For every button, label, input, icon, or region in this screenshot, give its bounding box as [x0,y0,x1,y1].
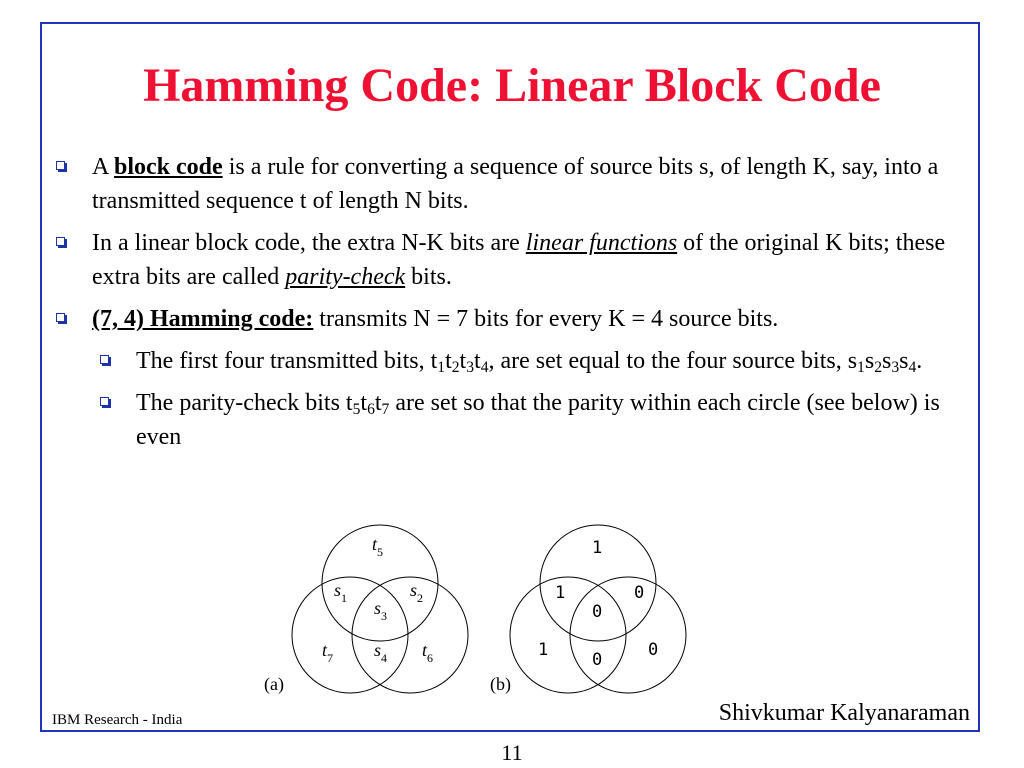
bullet-hamming-74: (7, 4) Hamming code: transmits N = 7 bits for every K = 4 source bits. [50,302,970,336]
square-bullet-icon [100,397,109,406]
bit-bottom-center: 0 [592,650,603,670]
label-s2: $s_2$ [410,580,424,605]
subbullet-parity-check-bits: The parity-check bits $t_5t_6t_7$ are set so that the parity within each circle (see below) is even [50,386,970,454]
bullet-block-code: A block code is a rule for converting a sequence of source bits s, of length K, say, into a transmitted sequence t of length N bits. [50,150,970,218]
label-s1: $s_1$ [334,580,348,605]
venn-diagram-a [264,525,468,695]
bit-top: 1 [592,538,603,558]
label-s4: $s_4$ [374,640,388,665]
venn-circle-left [510,577,626,693]
term-linear-functions: linear functions [525,230,678,256]
subbullet-first-four-bits: The first four transmitted bits, $t_1t_2t_3t_4$, are set equal to the four source bits, $s_1s_2s_3s_4$. [50,344,970,378]
bit-left-mid: 1 [555,583,566,603]
bit-bottom-right: 0 [648,640,659,660]
venn-circle-left [292,577,408,693]
bullet-list [50,150,970,462]
term-hamming-code: (7, 4) Hamming code: [92,306,314,332]
label-s3: $s_3$ [374,598,388,623]
slide-title: Hamming Code: Linear Block Code [143,59,881,112]
term-parity-check: parity-check [285,264,406,290]
bullet-linear-block-code: In a linear block code, the extra N-K bits are linear functions of the original K bits; these extra bits are called parity-check bits. [50,226,970,294]
footer-author: Shivkumar Kalyanaraman [718,700,970,726]
venn-diagram-b [490,525,686,695]
figure-label-a: (a) [264,674,284,694]
page-number: 11 [501,740,523,765]
label-t7: $t_7$ [322,640,334,665]
bit-center: 0 [592,602,603,622]
square-bullet-icon [100,355,109,364]
bit-bottom-left: 1 [538,640,549,660]
figure-label-b: (b) [490,674,511,694]
venn-diagram-figure [262,520,702,700]
square-bullet-icon [56,161,65,170]
footer-organization: IBM Research - India [52,712,183,728]
bit-right-mid: 0 [634,583,645,603]
label-t6: $t_6$ [422,640,434,665]
square-bullet-icon [56,313,65,322]
term-block-code: block code [114,154,223,180]
venn-circle-right [570,577,686,693]
square-bullet-icon [56,237,65,246]
label-t5: $t_5$ [372,534,384,559]
